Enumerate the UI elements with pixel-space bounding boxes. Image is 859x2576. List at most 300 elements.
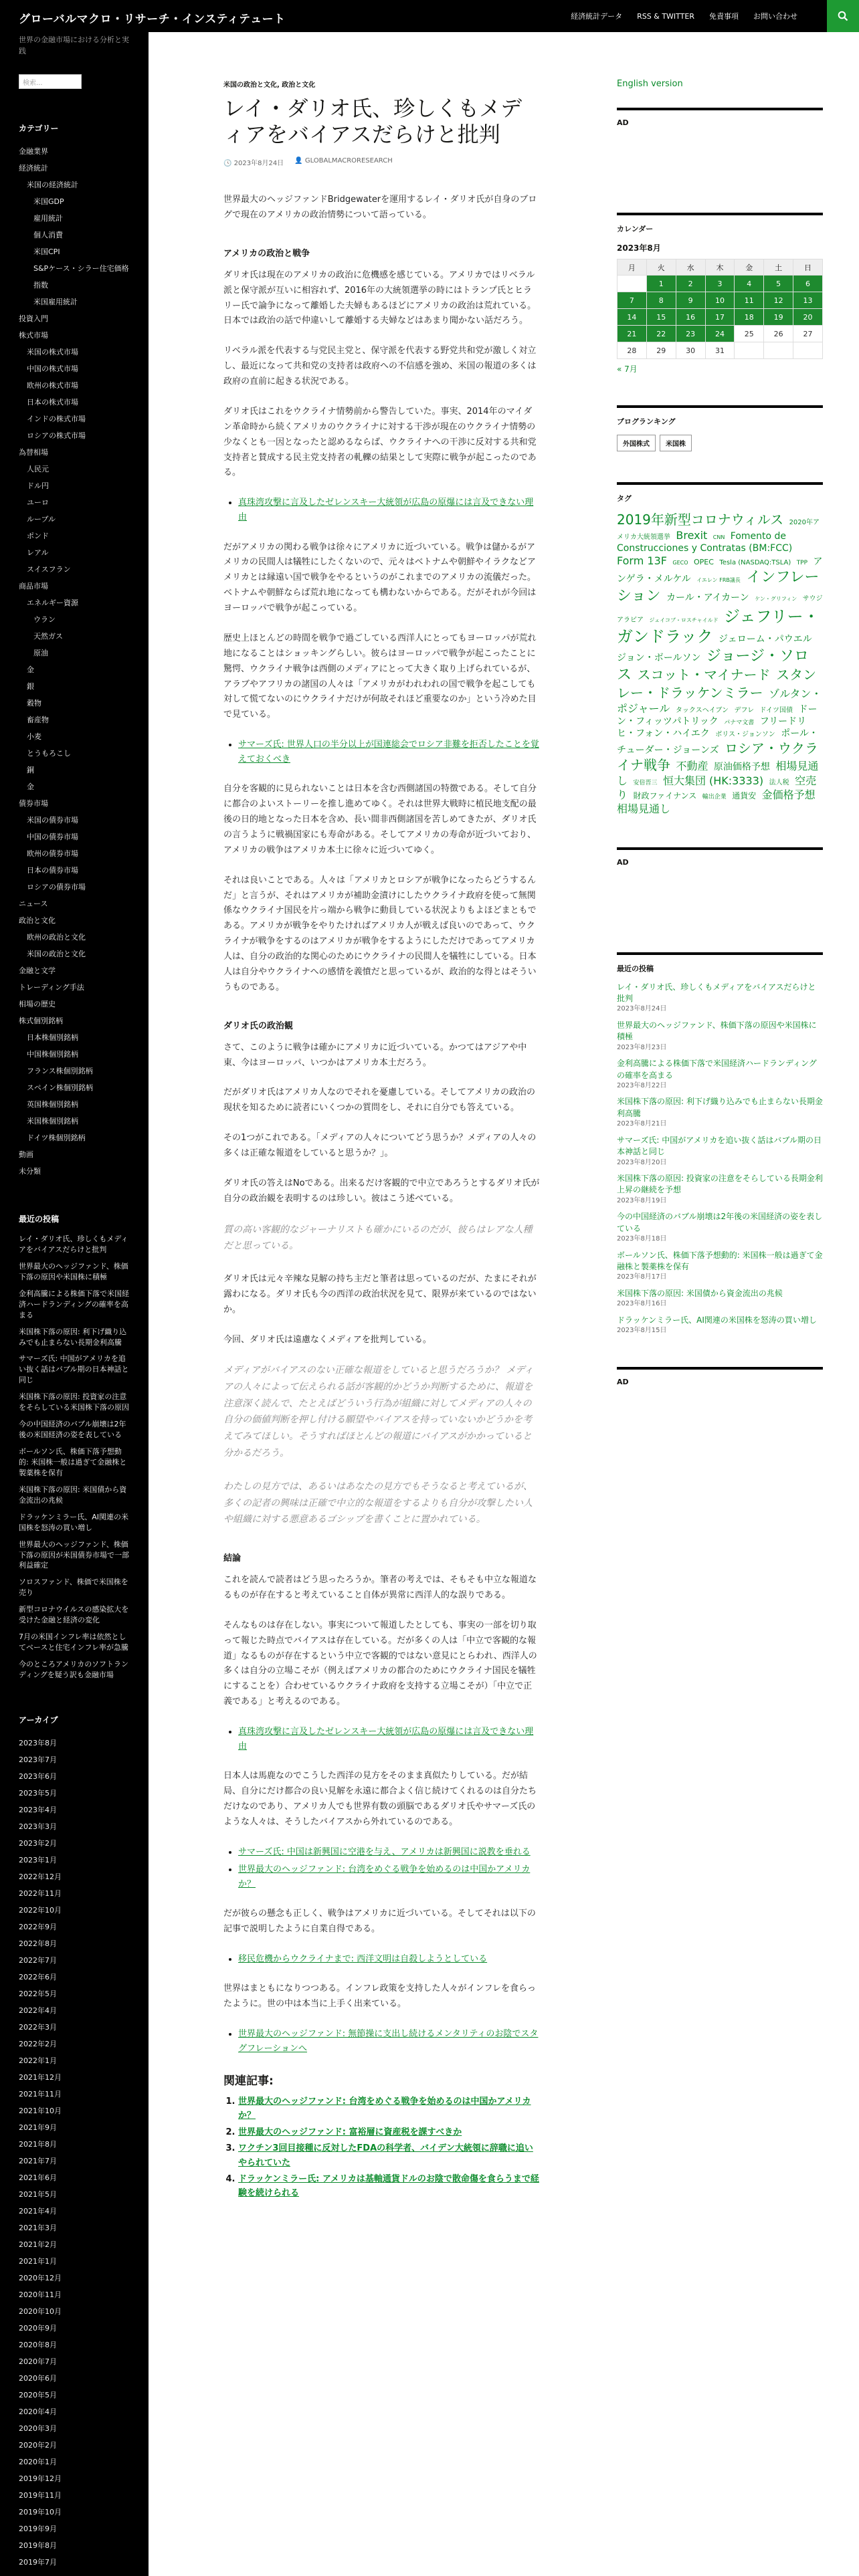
category-item[interactable]: 日本の債券市場 bbox=[27, 866, 78, 875]
tag-link[interactable]: ジョン・ボールソン bbox=[617, 653, 701, 664]
tag-link[interactable]: 相場見通し bbox=[617, 802, 671, 815]
archive-item[interactable]: 2019年11月 bbox=[19, 2490, 62, 2500]
post-paragraph: その1つがこれである。「メディアの人々についてどう思うか？メディアの人々の多くは正確な報道をしていると思うか？」。 bbox=[223, 1133, 537, 1159]
calendar-weekday: 金 bbox=[735, 259, 764, 276]
top-nav-link[interactable]: お問い合わせ bbox=[753, 12, 797, 21]
ad-widget-top bbox=[617, 108, 823, 182]
category-item[interactable]: 米国の経済統計 bbox=[27, 181, 78, 189]
tag-link[interactable]: 空売り bbox=[617, 774, 817, 801]
recent-post-date: 2023年8月22日 bbox=[617, 1081, 667, 1089]
category-item[interactable]: 米国CPI bbox=[33, 247, 60, 256]
sidebar-recent-item[interactable]: 新型コロナウイルスの感染拡大を受けた金融と経済の変化 bbox=[19, 1605, 129, 1625]
calendar-day[interactable]: 13 bbox=[793, 292, 823, 309]
category-item[interactable]: 個人消費 bbox=[33, 231, 63, 239]
archive-item[interactable]: 2023年7月 bbox=[19, 1755, 57, 1764]
ranking-badge[interactable]: 外国株式 bbox=[617, 435, 656, 451]
tag-link[interactable]: 輸出企業 bbox=[702, 793, 727, 800]
category-item[interactable]: ニュース bbox=[19, 899, 48, 908]
post-inline-link[interactable]: 移民危機からウクライナまで: 西洋文明は自殺しようとしている bbox=[238, 1953, 488, 1964]
archive-item[interactable]: 2021年3月 bbox=[19, 2223, 57, 2232]
category-item[interactable]: 米国GDP bbox=[33, 197, 64, 206]
calendar-day[interactable]: 18 bbox=[735, 309, 764, 326]
calendar-day[interactable]: 24 bbox=[705, 326, 735, 342]
category-item[interactable]: 欧州の株式市場 bbox=[27, 381, 78, 390]
tag-link[interactable]: カール・アイカーン bbox=[666, 593, 749, 604]
tag-link[interactable]: ゾルタン・ポジャール bbox=[617, 687, 822, 715]
calendar-day: 31 bbox=[705, 342, 735, 359]
post-paragraph: ダリオ氏は元々辛辣な見解の持ち主だと筆者は思っているのだが、たまにそれが露わになる。ダリオ氏も今の西洋の政治状況を見て、限界が来ているのではないか。 bbox=[223, 1273, 537, 1315]
sidebar-recent-item[interactable]: 今の中国経済のバブル崩壊は2年後の米国経済の姿を表している bbox=[19, 1420, 126, 1440]
top-nav-link[interactable]: RSS & TWITTER bbox=[637, 11, 694, 21]
sidebar-recent-item[interactable]: ボールソン氏、株価下落予想動的: 米国株一般は過ぎて金融株と製薬株を保有 bbox=[19, 1447, 127, 1477]
category-item[interactable]: 米国の政治と文化 bbox=[27, 950, 86, 958]
archive-item[interactable]: 2019年9月 bbox=[19, 2524, 57, 2533]
sidebar-recent-item[interactable]: レイ・ダリオ氏、珍しくもメディアをバイアスだらけと批判 bbox=[19, 1235, 128, 1254]
sidebar-search-input[interactable]: 検索... bbox=[19, 74, 82, 89]
calendar-weekday: 火 bbox=[646, 259, 676, 276]
tag-link[interactable]: 2019年新型コロナウィルス bbox=[617, 512, 784, 528]
category-item[interactable]: エネルギー資源 bbox=[27, 599, 78, 607]
tag-link[interactable]: ジョージ・ソロス bbox=[617, 648, 809, 684]
archive-item[interactable]: 2022年12月 bbox=[19, 1872, 62, 1881]
archive-item[interactable]: 2023年1月 bbox=[19, 1855, 57, 1864]
category-item[interactable]: 債券市場 bbox=[19, 799, 48, 808]
post-meta bbox=[223, 157, 541, 167]
tag-link[interactable]: 恒大集団 (HK:3333) bbox=[662, 774, 764, 787]
related-item bbox=[238, 2172, 541, 2201]
category-item[interactable]: ルーブル bbox=[27, 515, 56, 524]
category-item[interactable]: スイスフラン bbox=[27, 565, 71, 574]
category-item[interactable]: フランス株個別銘柄 bbox=[27, 1067, 93, 1075]
archive-item[interactable]: 2020年4月 bbox=[19, 2407, 57, 2416]
calendar-day: 25 bbox=[735, 326, 764, 342]
archive-item[interactable]: 2022年8月 bbox=[19, 1939, 57, 1948]
category-item[interactable]: 米国の債券市場 bbox=[27, 816, 78, 825]
calendar-day: 27 bbox=[793, 326, 823, 342]
category-item[interactable]: 畜産物 bbox=[27, 716, 49, 724]
calendar-day[interactable]: 11 bbox=[735, 292, 764, 309]
calendar-weekday: 木 bbox=[705, 259, 735, 276]
ranking-banners bbox=[617, 435, 823, 451]
calendar-day[interactable]: 3 bbox=[705, 276, 735, 292]
archive-item[interactable]: 2022年3月 bbox=[19, 2022, 57, 2032]
post-link-item bbox=[238, 1862, 541, 1892]
archive-item[interactable]: 2019年7月 bbox=[19, 2557, 57, 2567]
tag-link[interactable]: GECO bbox=[672, 560, 688, 566]
post-inline-link[interactable]: 真珠湾攻撃に言及したゼレンスキー大統領が広島の原爆には言及できない理由 bbox=[238, 498, 534, 523]
category-item[interactable]: ドル円 bbox=[27, 481, 49, 490]
post-paragraph: ダリオ氏はこれをウクライナ情勢前から警告していた。事実、2014年のマイダン革命時から続くアメリカのウクライナに対する干渉が現在のウクライナ情勢の少なくとも一因となったと認めるならば、ウクライナへの干渉に反対する共和党支持者と賛成する民主党支持者の軋轢の結果として実際に戦争が起こったのである。 bbox=[223, 406, 537, 478]
calendar-day[interactable]: 19 bbox=[764, 309, 793, 326]
category-item[interactable]: 株式個別銘柄 bbox=[19, 1016, 63, 1025]
tag-link[interactable]: CNN bbox=[712, 534, 725, 540]
archive-item[interactable]: 2021年7月 bbox=[19, 2156, 57, 2165]
recent-post-item[interactable] bbox=[617, 1058, 823, 1091]
category-item[interactable]: 金 bbox=[27, 665, 34, 674]
calendar-day[interactable]: 5 bbox=[764, 276, 793, 292]
recent-post-item[interactable] bbox=[617, 1315, 823, 1336]
sidebar-recent-item[interactable]: 今のところアメリカのソフトランディングを疑う訳も金融市場 bbox=[19, 1660, 129, 1679]
sidebar-recent-item[interactable]: ソロスファンド、株価で米国株を売り bbox=[19, 1578, 128, 1598]
related-item bbox=[238, 2125, 541, 2139]
category-item[interactable]: 金 bbox=[27, 782, 34, 791]
tag-link[interactable]: 原油価格予想 bbox=[713, 762, 770, 773]
calendar-prev-link[interactable]: « 7月 bbox=[617, 364, 638, 374]
tag-link[interactable]: インフレーション bbox=[617, 569, 820, 605]
sidebar-recent-item[interactable]: 米国株下落の原因: 米国債から資金流出の兆候 bbox=[19, 1485, 127, 1505]
tag-link[interactable]: 安倍晋三 bbox=[633, 779, 658, 786]
post-link-item bbox=[238, 1952, 541, 1967]
related-link[interactable]: 世界最大のヘッジファンド: 台湾をめぐる戦争を始めるのは中国かアメリカか？ bbox=[238, 2096, 531, 2121]
tags-heading: タグ bbox=[617, 482, 823, 504]
post-author[interactable]: 👤 GLOBALMACRORESEARCH bbox=[294, 157, 393, 165]
category-item[interactable]: ウラン bbox=[33, 615, 56, 624]
recent-post-item[interactable] bbox=[617, 1288, 823, 1309]
sidebar-recent-item[interactable]: 世界最大のヘッジファンド、株価下落の原因が米国債券市場で一部利益確定 bbox=[19, 1539, 129, 1570]
related-item bbox=[238, 2095, 541, 2123]
category-item[interactable]: ユーロ bbox=[27, 498, 49, 507]
category-item[interactable]: 日本株個別銘柄 bbox=[27, 1033, 78, 1042]
right-widgets bbox=[617, 79, 823, 1472]
category-item[interactable]: 株式市場 bbox=[19, 331, 48, 340]
sidebar-recent-item[interactable]: 米国株下落の原因: 利下げ織り込みでも止まらない長期金利高騰 bbox=[19, 1327, 127, 1347]
archive-item[interactable]: 2020年7月 bbox=[19, 2357, 57, 2366]
calendar-day: 26 bbox=[764, 326, 793, 342]
category-item[interactable]: 投資入門 bbox=[19, 314, 48, 323]
blockquote-text: メディアがバイアスのない正確な報道をしていると思うだろうか？ メディアの人々によって伝えられる話が客観的かどうか判断するために、報道を注意深く読んで、たとえばどういう行為が組織に対してメディアの人々の自分の価値判断を押し付ける願望やバイアスを持っていないかどうかを考えてみてほしい。そうすればほとんどの報道にバイアスがかかっていると分かるだろう。 bbox=[223, 1365, 534, 1459]
category-item[interactable]: 人民元 bbox=[27, 465, 49, 473]
post-link-list bbox=[238, 1725, 541, 1754]
post-link-list bbox=[238, 2027, 541, 2056]
category-item[interactable]: 欧州の債券市場 bbox=[27, 849, 78, 858]
archive-item[interactable]: 2019年12月 bbox=[19, 2474, 62, 2483]
calendar-day[interactable]: 20 bbox=[793, 309, 823, 326]
ad-slot bbox=[617, 875, 823, 922]
related-link[interactable]: ドラッケンミラー氏: アメリカは基軸通貨ドルのお陰で散命傷を食らうまで経験を続けられる bbox=[238, 2174, 539, 2199]
post-inline-link[interactable]: 世界最大のヘッジファンド: 台湾をめぐる戦争を始めるのは中国かアメリカか？ bbox=[238, 1864, 531, 1889]
category-item[interactable]: 小麦 bbox=[27, 732, 41, 741]
calendar-weekday: 月 bbox=[617, 259, 647, 276]
calendar-week bbox=[617, 326, 823, 342]
archive-item[interactable]: 2020年8月 bbox=[19, 2340, 57, 2349]
archive-item[interactable]: 2020年10月 bbox=[19, 2306, 62, 2316]
recent-post-title: 米国株下落の原因: 投資家の注意をそらしている長期金利上昇の継続を予想 bbox=[617, 1174, 823, 1195]
post-section-heading: アメリカの政治と戦争 bbox=[223, 248, 310, 259]
category-item[interactable]: 英国株個別銘柄 bbox=[27, 1100, 78, 1109]
post-paragraph: ダリオ氏の答えはNoである。出来るだけ客観的で中立であろうとするダリオ氏が自分の政治観を表明するのは珍しい。彼はこう述べている。 bbox=[223, 1178, 540, 1204]
category-item[interactable]: 中国株個別銘柄 bbox=[27, 1050, 78, 1059]
category-item[interactable]: ロシアの債券市場 bbox=[27, 883, 86, 891]
post-paragraph: そんなものは存在しない。事実について報道したとしても、事実の一部を切り取って報じた時点でバイアスは存在している。だが多くの人は「中立で客観的な報道」なるものが存在するという中立で客観的ではない意見にとらわれ、西洋人の多くは自分の立場こそが（例えばアメリカの都合のためにウクライナ国民を犠牲にすることを）合わせているウクライナ政府を支持する立場こそが）「中立で正義である」と考えるのである。 bbox=[223, 1620, 537, 1707]
calendar-day[interactable]: 2 bbox=[676, 276, 705, 292]
category-item[interactable]: 穀物 bbox=[27, 699, 41, 708]
archive-item[interactable]: 2023年4月 bbox=[19, 1805, 57, 1814]
archive-item[interactable]: 2020年12月 bbox=[19, 2273, 62, 2282]
category-item[interactable]: 銀 bbox=[27, 682, 34, 691]
archive-item[interactable]: 2021年6月 bbox=[19, 2173, 57, 2182]
post-blockquote bbox=[223, 1479, 541, 1528]
category-item[interactable]: 為替相場 bbox=[19, 448, 48, 457]
calendar-day[interactable]: 9 bbox=[676, 292, 705, 309]
category-item[interactable]: 銅 bbox=[27, 766, 34, 774]
tag-link[interactable]: ドイツ国債 bbox=[759, 706, 793, 714]
ad-widget-bottom bbox=[617, 1367, 823, 1441]
tag-link[interactable]: フリードリヒ・フォン・ハイエク bbox=[617, 716, 807, 739]
ranking-heading: ブログランキング bbox=[617, 405, 823, 427]
archive-item[interactable]: 2021年8月 bbox=[19, 2139, 57, 2149]
calendar-day[interactable]: 6 bbox=[793, 276, 823, 292]
archive-item[interactable]: 2022年1月 bbox=[19, 2056, 57, 2065]
archive-item[interactable]: 2020年2月 bbox=[19, 2440, 57, 2450]
archive-item[interactable]: 2020年5月 bbox=[19, 2390, 57, 2399]
post-body bbox=[223, 193, 541, 2056]
archive-item[interactable]: 2021年11月 bbox=[19, 2089, 62, 2099]
post-blockquote bbox=[223, 1222, 541, 1255]
category-item[interactable]: 欧州の政治と文化 bbox=[27, 933, 86, 942]
category-item[interactable]: とうもろこし bbox=[27, 749, 71, 758]
post-date-text: 2023年8月24日 bbox=[233, 160, 284, 168]
category-item[interactable]: 経済統計 bbox=[19, 164, 48, 173]
tag-link[interactable]: パナマ文書 bbox=[724, 719, 755, 726]
calendar-day[interactable]: 22 bbox=[646, 326, 676, 342]
category-item[interactable]: インドの株式市場 bbox=[27, 415, 86, 423]
related-item bbox=[238, 2141, 541, 2170]
tag-link[interactable]: ジェローム・パウエル bbox=[718, 634, 812, 645]
tag-link[interactable]: イエレン FRB議長 bbox=[696, 577, 741, 584]
archive-item[interactable]: 2022年10月 bbox=[19, 1905, 62, 1915]
category-item[interactable]: 相場の歴史 bbox=[19, 1000, 56, 1008]
tag-link[interactable]: 財政ファイナンス bbox=[633, 790, 697, 800]
post-inline-link[interactable]: サマーズ氏: 世界人口の半分以上が国連総会でロシア非難を拒否したことを覚えておくべき bbox=[238, 740, 539, 765]
post-section-heading: 結論 bbox=[223, 1553, 242, 1564]
calendar-day[interactable]: 17 bbox=[705, 309, 735, 326]
calendar-week bbox=[617, 342, 823, 359]
category-list bbox=[19, 143, 130, 1180]
archive-item[interactable]: 2022年6月 bbox=[19, 1972, 57, 1981]
tag-link[interactable]: スコット・マイナード bbox=[637, 667, 771, 683]
category-item[interactable]: ポンド bbox=[27, 532, 49, 540]
category-item[interactable]: 商品市場 bbox=[19, 582, 48, 591]
sidebar-recent-item[interactable]: 7月の米国インフレ率は依然としてベースと住宅インフレ率が急騰 bbox=[19, 1632, 129, 1652]
category-item[interactable]: トレーディング手法 bbox=[19, 983, 84, 992]
archive-item[interactable]: 2019年10月 bbox=[19, 2507, 62, 2516]
recent-post-item[interactable] bbox=[617, 1020, 823, 1053]
archive-item[interactable]: 2021年1月 bbox=[19, 2256, 57, 2266]
calendar-day[interactable]: 21 bbox=[617, 326, 647, 342]
archive-item[interactable]: 2021年2月 bbox=[19, 2240, 57, 2249]
archive-item[interactable]: 2021年9月 bbox=[19, 2123, 57, 2132]
calendar-day[interactable]: 7 bbox=[617, 292, 647, 309]
tag-link[interactable]: デフレ bbox=[734, 706, 755, 714]
tag-link[interactable]: ドーン・フィッツパトリック bbox=[617, 704, 818, 727]
category-item[interactable]: 米国雇用統計 bbox=[33, 298, 78, 306]
category-item[interactable]: 金融と文学 bbox=[19, 966, 56, 975]
post-blockquote bbox=[223, 1362, 541, 1461]
main-area bbox=[149, 32, 859, 2576]
ad-label: AD bbox=[617, 847, 823, 867]
sidebar-recent-item[interactable]: 金利高騰による株価下落で米国経済ハードランディングの確率を高まる bbox=[19, 1289, 129, 1319]
tag-link[interactable]: 2020年アメリカ大統領選挙 bbox=[617, 519, 820, 541]
calendar-day[interactable]: 16 bbox=[676, 309, 705, 326]
archive-item[interactable]: 2022年11月 bbox=[19, 1889, 62, 1898]
calendar-day[interactable]: 8 bbox=[646, 292, 676, 309]
related-link[interactable]: ワクチン3回目接種に反対したFDAの科学者、バイデン大統領に辞職に追いやられていた bbox=[238, 2143, 533, 2168]
tag-link[interactable]: アンゲラ・メルケル bbox=[617, 556, 823, 585]
archive-item[interactable]: 2022年7月 bbox=[19, 1955, 57, 1965]
archive-item[interactable]: 2022年4月 bbox=[19, 2006, 57, 2015]
archive-item[interactable]: 2022年2月 bbox=[19, 2039, 57, 2048]
archive-item[interactable]: 2021年5月 bbox=[19, 2189, 57, 2199]
sidebar-recent-item[interactable]: ドラッケンミラー氏、AI関連の米国株を怒涛の買い増し bbox=[19, 1512, 128, 1532]
category-item[interactable]: 未分類 bbox=[19, 1167, 41, 1176]
calendar-day[interactable]: 10 bbox=[705, 292, 735, 309]
tag-link[interactable]: ロシア・ウクライナ戦争 bbox=[617, 740, 819, 774]
tag-link[interactable]: ジェイコブ・ロスチャイルド bbox=[649, 617, 719, 623]
post-link-item bbox=[238, 2027, 541, 2056]
calendar-week bbox=[617, 292, 823, 309]
post-categories[interactable]: 米国の政治と文化, 政治と文化 bbox=[223, 82, 316, 89]
post-link-list bbox=[238, 1952, 541, 1967]
ad-slot bbox=[617, 135, 823, 182]
post-inline-link[interactable]: 真珠湾攻撃に言及したゼレンスキー大統領が広島の原爆には言及できない理由 bbox=[238, 1727, 534, 1752]
category-item[interactable]: ドイツ株個別銘柄 bbox=[27, 1134, 86, 1142]
calendar-day[interactable]: 14 bbox=[617, 309, 647, 326]
tag-link[interactable]: Brexit bbox=[676, 528, 708, 542]
ad-widget-middle bbox=[617, 847, 823, 922]
tag-link[interactable]: 不動産 bbox=[676, 760, 708, 773]
category-item[interactable]: 天然ガス bbox=[33, 632, 63, 641]
archive-item[interactable]: 2020年11月 bbox=[19, 2290, 62, 2299]
ranking-badge[interactable]: 米国株 bbox=[660, 435, 692, 451]
tag-link[interactable]: OPEC bbox=[694, 558, 714, 567]
recent-post-item[interactable] bbox=[617, 982, 823, 1014]
post-date[interactable]: 🕓 2023年8月24日 bbox=[223, 160, 284, 168]
category-item[interactable]: 雇用統計 bbox=[33, 214, 63, 223]
archive-item[interactable]: 2023年3月 bbox=[19, 1822, 57, 1831]
related-link[interactable]: 世界最大のヘッジファンド: 富裕層に資産税を課すべきか bbox=[238, 2127, 462, 2137]
category-item[interactable]: ロシアの株式市場 bbox=[27, 431, 86, 440]
post-inline-link[interactable]: サマーズ氏: 中国は新興国に空港を与え、アメリカは新興国に説教を垂れる bbox=[238, 1846, 531, 1857]
calendar-day bbox=[617, 276, 647, 292]
archive-item[interactable]: 2023年6月 bbox=[19, 1772, 57, 1781]
calendar-day[interactable]: 1 bbox=[646, 276, 676, 292]
tag-link[interactable]: スタンレー・ドラッケンミラー bbox=[617, 667, 817, 702]
english-version-link[interactable]: English version bbox=[617, 79, 683, 89]
calendar-heading: カレンダー bbox=[617, 213, 823, 234]
post-paragraph: それは良いことである。人々は「アメリカとロシアが戦争になったらどうするんだ」と言うが、それはアメリカが補助金漬けにしたウクライナ政府を使って無関係なウクライナ国民を片っ端から戦争に動員している状況よりもよほどまともである。アメリカが戦争をやりたければアメリカ人が戦えば良いのであって、ウクライナが戦争をするのはアメリカが戦争をするようにしただけであってアメリカ人は、自分の政治的な関心のためにウクライナの民間人を犠牲にしている。日本人は自分やウクライナへの感情を義憤だと思っているが、政治的な得とはそういうものである。 bbox=[223, 875, 537, 992]
post-inline-link[interactable]: 世界最大のヘッジファンド: 無節操に支出し続けるメンタリティのお陰でスタグフレーションへ bbox=[238, 2028, 539, 2054]
post-link-list bbox=[238, 738, 541, 767]
sidebar-recent-item[interactable]: 米国株下落の原因: 投資家の注意をそらしている米国株下落の原因 bbox=[19, 1392, 129, 1412]
recent-post-item[interactable] bbox=[617, 1250, 823, 1283]
category-item[interactable]: スペイン株個別銘柄 bbox=[27, 1083, 93, 1092]
tag-link[interactable]: ポール・チューダー・ジョーンズ bbox=[617, 728, 818, 756]
calendar-day[interactable]: 12 bbox=[764, 292, 793, 309]
tag-link[interactable]: 金価格予想 bbox=[761, 788, 816, 801]
tag-link[interactable]: ケン・グリフィン bbox=[755, 596, 797, 603]
tag-link[interactable]: ジェフリー・ガンドラック bbox=[617, 607, 820, 647]
sidebar-recent-item[interactable]: 世界最大のヘッジファンド、株価下落の原因や米国株に積極 bbox=[19, 1261, 128, 1281]
ranking-widget bbox=[617, 405, 823, 451]
ad-label: AD bbox=[617, 1367, 823, 1386]
search-toggle-button[interactable] bbox=[827, 0, 859, 32]
recent-post-item[interactable] bbox=[617, 1173, 823, 1206]
tag-link[interactable]: 通貨安 bbox=[732, 790, 757, 800]
category-item[interactable]: 原油 bbox=[33, 649, 48, 657]
recent-post-item[interactable] bbox=[617, 1211, 823, 1244]
recent-post-date: 2023年8月18日 bbox=[617, 1235, 667, 1243]
calendar-widget bbox=[617, 213, 823, 374]
archive-item[interactable]: 2019年8月 bbox=[19, 2541, 57, 2550]
archive-item[interactable]: 2023年2月 bbox=[19, 1838, 57, 1848]
archive-item[interactable]: 2022年9月 bbox=[19, 1922, 57, 1931]
tag-link[interactable]: 法人税 bbox=[769, 778, 789, 786]
category-item[interactable]: 政治と文化 bbox=[19, 916, 56, 925]
archive-item[interactable]: 2022年5月 bbox=[19, 1989, 57, 1998]
recent-post-title: 今の中国経済のバブル崩壊は2年後の米国経済の姿を表している bbox=[617, 1212, 823, 1233]
tag-widget bbox=[617, 482, 823, 817]
archive-item[interactable]: 2020年6月 bbox=[19, 2373, 57, 2383]
archive-item[interactable]: 2021年10月 bbox=[19, 2106, 62, 2115]
related-list bbox=[238, 2095, 541, 2201]
post-article bbox=[223, 79, 541, 2203]
category-item[interactable]: S&Pケース・シラー住宅価格指数 bbox=[33, 264, 129, 290]
archive-item[interactable]: 2020年1月 bbox=[19, 2457, 57, 2466]
post-paragraph: 世界はまともになりつつある。インフレ政策を支持した人々がインフレを食らったように。世の中は本当に上手く出来ている。 bbox=[223, 1983, 536, 2009]
category-item[interactable]: 金融業界 bbox=[19, 147, 48, 156]
tag-link[interactable]: Form 13F bbox=[617, 554, 667, 568]
recent-post-item[interactable] bbox=[617, 1135, 823, 1168]
archive-item[interactable]: 2021年12月 bbox=[19, 2072, 62, 2082]
tag-link[interactable]: ボリス・ジョンソン bbox=[715, 730, 775, 738]
calendar-day[interactable]: 4 bbox=[735, 276, 764, 292]
top-nav-link[interactable]: 免責事項 bbox=[709, 12, 739, 21]
site-title[interactable]: グローバルマクロ・リサーチ・インスティテュート bbox=[19, 13, 286, 26]
category-item[interactable]: 中国の株式市場 bbox=[27, 364, 78, 373]
recent-post-title: ボールソン氏、株価下落予想動的: 米国株一般は過ぎて金融株と製薬株を保有 bbox=[617, 1250, 823, 1271]
category-item[interactable]: 米国の株式市場 bbox=[27, 348, 78, 356]
tag-link[interactable]: TPP bbox=[796, 560, 808, 567]
tag-link[interactable]: タックスヘイブン bbox=[675, 706, 729, 714]
category-item[interactable]: 中国の債券市場 bbox=[27, 833, 78, 841]
category-item[interactable]: 日本の株式市場 bbox=[27, 398, 78, 407]
sidebar-recent-item[interactable]: サマーズ氏: 中国がアメリカを追い抜く話はバブル期の日本神話と同じ bbox=[19, 1354, 129, 1385]
sidebar-recent-heading: 最近の投稿 bbox=[19, 1214, 60, 1224]
top-nav-link[interactable]: 経済統計データ bbox=[571, 12, 623, 21]
tag-link[interactable]: Tesla (NASDAQ:TSLA) bbox=[719, 559, 791, 567]
recent-post-title: サマーズ氏: 中国がアメリカを追い抜く話はバブル期の日本神話と同じ bbox=[617, 1135, 822, 1157]
post-link-item bbox=[238, 1845, 541, 1860]
category-item[interactable]: 動画 bbox=[19, 1150, 33, 1159]
recent-post-date: 2023年8月15日 bbox=[617, 1327, 667, 1335]
archive-item[interactable]: 2023年8月 bbox=[19, 1738, 57, 1747]
recent-post-title: 世界最大のヘッジファンド、株価下落の原因や米国株に積極 bbox=[617, 1020, 817, 1042]
category-item[interactable]: 米国株個別銘柄 bbox=[27, 1117, 78, 1125]
calendar-day[interactable]: 23 bbox=[676, 326, 705, 342]
category-item[interactable]: レアル bbox=[27, 548, 49, 557]
archive-item[interactable]: 2023年5月 bbox=[19, 1788, 57, 1798]
recent-post-item[interactable] bbox=[617, 1096, 823, 1129]
tag-link[interactable]: サウジアラビア bbox=[617, 595, 823, 624]
post-link-item bbox=[238, 1725, 541, 1754]
tag-link[interactable]: 相場見通し bbox=[617, 760, 819, 787]
tag-link[interactable]: Fomento de Construcciones y Contratas (BM:FCC) bbox=[617, 530, 793, 554]
calendar-day[interactable]: 15 bbox=[646, 309, 676, 326]
archive-item[interactable]: 2020年9月 bbox=[19, 2323, 57, 2333]
archive-item[interactable]: 2021年4月 bbox=[19, 2206, 57, 2216]
categories-heading: カテゴリー bbox=[19, 124, 59, 133]
archive-item[interactable]: 2020年3月 bbox=[19, 2424, 57, 2433]
